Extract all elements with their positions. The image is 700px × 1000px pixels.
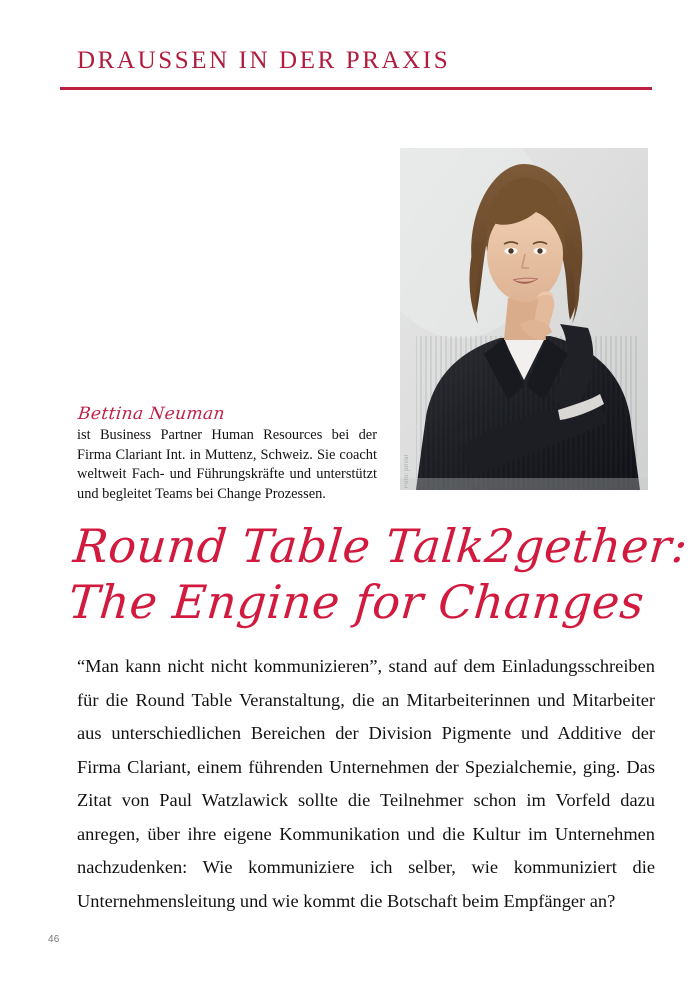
- section-kicker: DRAUSSEN IN DER PRAXIS: [77, 47, 451, 74]
- author-portrait-photo: [400, 148, 648, 490]
- author-description: ist Business Partner Human Resources bei der Firma Clariant Int. in Muttenz, Schweiz. Sie coacht weltweit Fach- und Führungskräfte und unterstützt und begleitet Teams bei Change Prozessen.: [77, 427, 377, 502]
- headline-line-1: Round Table Talk2gether:: [71, 519, 690, 573]
- author-name: Bettina Neuman: [77, 404, 226, 424]
- headline-line-2: The Engine for Changes: [66, 575, 647, 629]
- photo-credit: Foto: privat: [404, 454, 410, 488]
- article-headline: [66, 518, 690, 630]
- page-number: 46: [48, 934, 60, 945]
- portrait-illustration: [400, 148, 648, 490]
- header-divider-rule: [60, 87, 652, 90]
- article-body-paragraph: “Man kann nicht nicht kommunizieren”, stand auf dem Einladungsschreiben für die Round Table Veranstaltung, die an Mitarbeiterinnen und Mitarbeiter aus unterschiedlichen Bereichen der Division Pigmente und Additive der Firma Clariant, einem führenden Unternehmen der Spezialchemie, ging. Das Zitat von Paul Watzlawick sollte die Teilnehmer schon im Vorfeld dazu anregen, über ihre eigene Kommunikation und die Kultur im Unternehmen nachzudenken: Wie kommuniziere ich selber, wie kommuniziert die Unternehmensleitung und wie kommt die Botschaft beim Empfänger an?: [77, 656, 655, 911]
- author-byline-block: [77, 404, 377, 504]
